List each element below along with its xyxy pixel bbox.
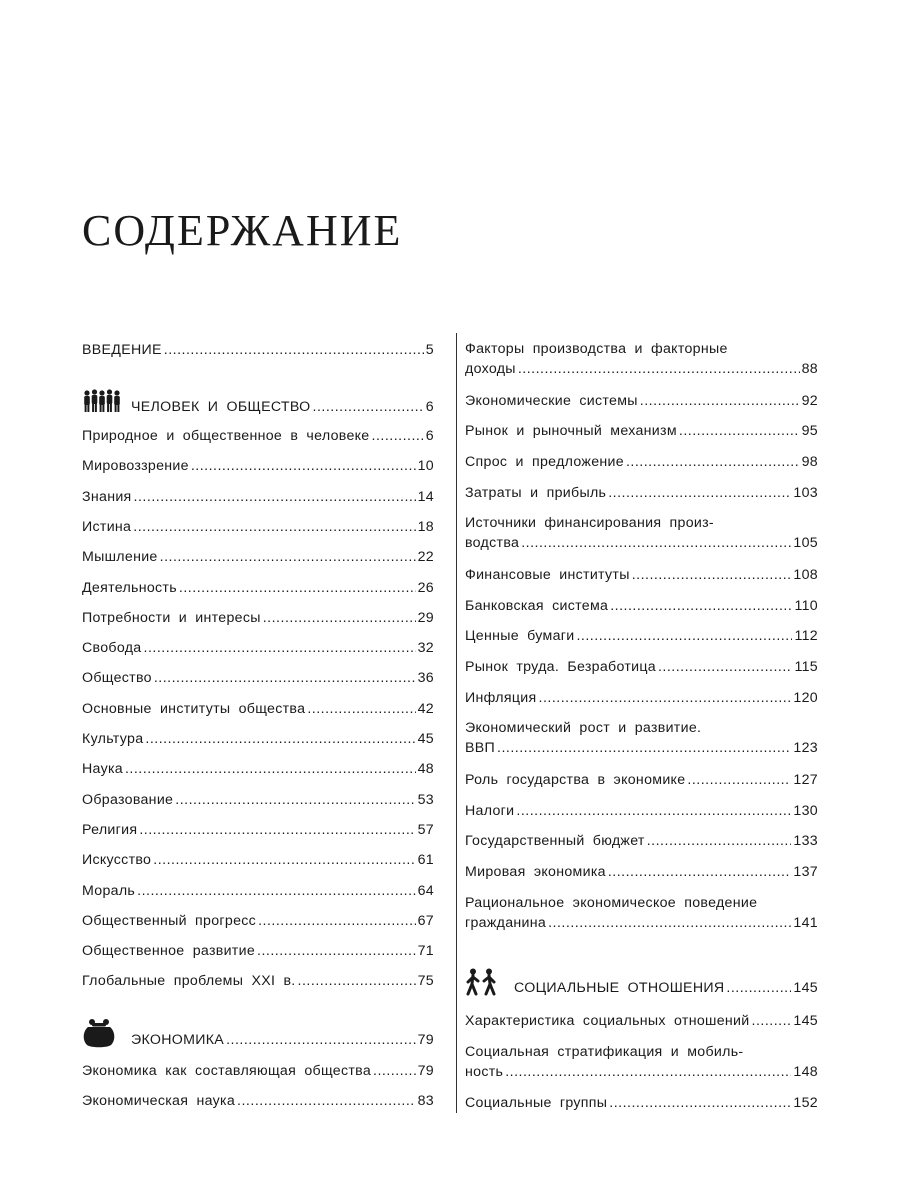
toc-entry[interactable] bbox=[465, 1011, 818, 1031]
toc-page-number: 6 bbox=[425, 399, 434, 415]
toc-page-number: 36 bbox=[417, 670, 434, 687]
toc-page-number: 141 bbox=[793, 914, 818, 931]
toc-entry[interactable] bbox=[465, 688, 818, 708]
toc-entry-label: ВВП bbox=[465, 740, 496, 757]
toc-entry[interactable] bbox=[82, 729, 434, 749]
toc-entry-label: Истина bbox=[82, 518, 132, 535]
dot-leader bbox=[160, 547, 416, 567]
toc-entry-label-line1: Экономический рост и развитие. bbox=[465, 720, 702, 737]
dot-leader bbox=[313, 397, 424, 417]
toc-page-number: 145 bbox=[793, 1013, 818, 1029]
toc-page-number: 130 bbox=[793, 802, 818, 819]
toc-entry-label: Знания bbox=[82, 488, 132, 505]
toc-entry-label: Налоги bbox=[465, 802, 515, 819]
dot-leader bbox=[179, 578, 416, 598]
dot-leader bbox=[726, 978, 791, 998]
dot-leader bbox=[608, 862, 792, 882]
toc-entry[interactable] bbox=[82, 850, 434, 870]
toc-entry-label: доходы bbox=[465, 361, 516, 377]
dot-leader bbox=[516, 801, 791, 821]
toc-page-number: 6 bbox=[425, 428, 434, 444]
toc-entry-label: Наука bbox=[82, 761, 123, 778]
toc-entry[interactable] bbox=[82, 608, 434, 628]
dot-leader bbox=[505, 1062, 791, 1082]
toc-entry-label-line1: Рациональное экономическое поведение bbox=[465, 894, 758, 911]
toc-entry-label: Деятельность bbox=[82, 579, 177, 596]
dot-leader bbox=[752, 1011, 792, 1031]
walking-people-icon bbox=[465, 968, 499, 1002]
toc-entry[interactable] bbox=[82, 759, 434, 779]
toc-entry[interactable] bbox=[465, 657, 818, 677]
toc-entry[interactable] bbox=[465, 1093, 818, 1113]
toc-entry-label-line1: Социальная стратификация и мобиль- bbox=[465, 1043, 744, 1060]
toc-page-number: 10 bbox=[417, 458, 434, 475]
toc-entry-label: Глобальные проблемы XXI в. bbox=[82, 973, 296, 990]
dot-leader bbox=[298, 971, 416, 991]
toc-page-number: 53 bbox=[417, 791, 434, 808]
toc-entry-label: Основные институты общества bbox=[82, 700, 306, 717]
toc-entry[interactable] bbox=[465, 831, 818, 851]
dot-leader bbox=[539, 688, 792, 708]
toc-page-number: 92 bbox=[801, 392, 818, 409]
dot-leader bbox=[258, 911, 416, 931]
toc-entry-label: Свобода bbox=[82, 640, 142, 657]
toc-entry-label: Экономические системы bbox=[465, 392, 638, 409]
page-title: СОДЕРЖАНИЕ bbox=[82, 206, 403, 255]
toc-entry[interactable] bbox=[82, 971, 434, 991]
dot-leader bbox=[139, 820, 415, 840]
toc-page-number: 79 bbox=[417, 1032, 434, 1048]
dot-leader bbox=[145, 729, 415, 749]
toc-entry-label-line1: Факторы производства и факторные bbox=[465, 341, 728, 357]
toc-page-number: 105 bbox=[793, 535, 818, 552]
dot-leader bbox=[626, 452, 800, 472]
toc-entry[interactable] bbox=[465, 626, 818, 646]
dot-leader bbox=[226, 1030, 416, 1050]
toc-entry[interactable] bbox=[82, 456, 434, 476]
toc-entry-label: Банковская система bbox=[465, 597, 609, 614]
toc-page-number: 75 bbox=[417, 973, 434, 990]
toc-entry[interactable] bbox=[82, 668, 434, 688]
toc-entry-label: Общественное развитие bbox=[82, 943, 256, 960]
dot-leader bbox=[191, 456, 416, 476]
toc-page-number: 32 bbox=[417, 640, 434, 657]
toc-entry[interactable] bbox=[465, 1042, 818, 1082]
dot-leader bbox=[679, 421, 800, 441]
toc-page-number: 115 bbox=[794, 658, 818, 675]
toc-entry-label: Ценные бумаги bbox=[465, 628, 575, 645]
toc-entry[interactable] bbox=[82, 820, 434, 840]
dot-leader bbox=[632, 565, 792, 585]
dot-leader bbox=[609, 1093, 791, 1113]
toc-entry[interactable] bbox=[465, 339, 818, 379]
toc-entry-label: гражданина bbox=[465, 914, 547, 931]
toc-page-number: 29 bbox=[417, 609, 434, 626]
dot-leader bbox=[647, 831, 792, 851]
toc-entry-label: Мораль bbox=[82, 882, 136, 899]
toc-section-label: СОЦИАЛЬНЫЕ ОТНОШЕНИЯ bbox=[514, 980, 725, 996]
toc-entry-label: Инфляция bbox=[465, 689, 537, 706]
toc-entry[interactable] bbox=[465, 452, 818, 472]
people-group-icon bbox=[82, 389, 122, 419]
toc-page-number: 148 bbox=[793, 1063, 818, 1080]
toc-entry[interactable] bbox=[82, 487, 434, 507]
toc-page-number: 127 bbox=[793, 771, 818, 788]
toc-page-number: 112 bbox=[794, 628, 818, 645]
toc-page-number: 133 bbox=[793, 833, 818, 850]
toc-page-number: 14 bbox=[417, 488, 434, 505]
toc-page-number: 5 bbox=[425, 342, 434, 358]
toc-page-number: 42 bbox=[417, 700, 434, 717]
toc-entry[interactable] bbox=[465, 565, 818, 585]
toc-page-number: 152 bbox=[793, 1094, 818, 1111]
toc-page-number: 48 bbox=[417, 761, 434, 778]
toc-page-number: 103 bbox=[793, 484, 818, 501]
toc-section-economics[interactable] bbox=[82, 1030, 434, 1050]
dot-leader bbox=[237, 1091, 416, 1111]
toc-entry[interactable] bbox=[465, 862, 818, 882]
toc-page-number: 98 bbox=[801, 453, 818, 470]
toc-entry-label: Характеристика социальных отношений bbox=[465, 1013, 750, 1029]
toc-entry-intro[interactable] bbox=[82, 340, 434, 360]
toc-entry-label: Потребности и интересы bbox=[82, 609, 261, 626]
toc-entry-label: Искусство bbox=[82, 852, 152, 869]
toc-entry[interactable] bbox=[82, 578, 434, 598]
dot-leader bbox=[153, 850, 415, 870]
toc-page-number: 108 bbox=[793, 566, 818, 583]
toc-entry-label: Финансовые институты bbox=[465, 566, 630, 583]
toc-entry[interactable] bbox=[465, 483, 818, 503]
dot-leader bbox=[257, 941, 416, 961]
toc-section-human-society[interactable] bbox=[82, 397, 434, 417]
toc-entry[interactable] bbox=[465, 513, 818, 553]
toc-entry-label: Мировоззрение bbox=[82, 458, 189, 475]
toc-entry[interactable] bbox=[82, 547, 434, 567]
toc-entry-label: ВВЕДЕНИЕ bbox=[82, 342, 162, 358]
dot-leader bbox=[164, 340, 424, 360]
toc-section-label: ЭКОНОМИКА bbox=[131, 1032, 225, 1048]
toc-page-number: 71 bbox=[417, 943, 434, 960]
dot-leader bbox=[125, 759, 416, 779]
dot-leader bbox=[133, 517, 415, 537]
toc-entry-label: Культура bbox=[82, 731, 144, 747]
toc-entry-label: Мышление bbox=[82, 549, 158, 566]
toc-entry-label: Государственный бюджет bbox=[465, 833, 645, 850]
toc-page-number: 57 bbox=[417, 821, 434, 838]
dot-leader bbox=[658, 657, 793, 677]
toc-entry-label: Общественный прогресс bbox=[82, 912, 257, 929]
toc-entry-label: Спрос и предложение bbox=[465, 453, 624, 470]
toc-entry[interactable] bbox=[465, 893, 818, 933]
toc-page-number: 67 bbox=[417, 912, 434, 929]
toc-entry-label: водства bbox=[465, 535, 520, 552]
toc-section-label: ЧЕЛОВЕК И ОБЩЕСТВО bbox=[131, 399, 311, 415]
toc-page-number: 88 bbox=[801, 361, 818, 377]
toc-entry[interactable] bbox=[82, 941, 434, 961]
toc-page-number: 61 bbox=[417, 852, 434, 869]
toc-entry[interactable] bbox=[82, 911, 434, 931]
toc-page-number: 79 bbox=[417, 1063, 434, 1079]
dot-leader bbox=[154, 668, 416, 688]
toc-entry-label: Экономика как составляющая общества bbox=[82, 1063, 372, 1079]
toc-page-number: 145 bbox=[793, 980, 818, 996]
toc-page-number: 83 bbox=[417, 1093, 434, 1110]
toc-entry-label: Религия bbox=[82, 821, 138, 838]
toc-entry[interactable] bbox=[465, 718, 818, 758]
toc-entry[interactable] bbox=[82, 517, 434, 537]
dot-leader bbox=[372, 426, 424, 446]
dot-leader bbox=[608, 483, 791, 503]
dot-leader bbox=[610, 596, 792, 616]
toc-entry-label: Природное и общественное в человеке bbox=[82, 428, 370, 444]
toc-entry[interactable] bbox=[465, 421, 818, 441]
dot-leader bbox=[137, 881, 415, 901]
toc-page-number: 95 bbox=[801, 423, 818, 440]
toc-entry[interactable] bbox=[82, 638, 434, 658]
toc-entry-label: Рынок и рыночный механизм bbox=[465, 423, 677, 440]
toc-entry-label: Социальные группы bbox=[465, 1094, 608, 1111]
toc-page-number: 120 bbox=[793, 689, 818, 706]
toc-entry-label: Рынок труда. Безработица bbox=[465, 658, 656, 675]
dot-leader bbox=[687, 770, 791, 790]
dot-leader bbox=[518, 359, 800, 379]
toc-page-number: 123 bbox=[793, 740, 818, 757]
toc-page-number: 64 bbox=[417, 882, 434, 899]
toc-page-number: 137 bbox=[793, 863, 818, 880]
dot-leader bbox=[134, 487, 416, 507]
toc-entry[interactable] bbox=[82, 790, 434, 810]
column-divider bbox=[456, 333, 457, 1113]
coin-purse-icon bbox=[82, 1018, 116, 1054]
dot-leader bbox=[548, 913, 791, 933]
toc-section-social-relations[interactable] bbox=[465, 978, 818, 998]
toc-entry[interactable] bbox=[465, 770, 818, 790]
toc-entry[interactable] bbox=[82, 881, 434, 901]
dot-leader bbox=[497, 738, 791, 758]
dot-leader bbox=[640, 391, 800, 411]
toc-entry[interactable] bbox=[82, 1091, 434, 1111]
toc-page-number: 18 bbox=[417, 518, 434, 535]
toc-entry[interactable] bbox=[465, 596, 818, 616]
toc-entry-label: Мировая экономика bbox=[465, 863, 606, 880]
toc-entry-label: Роль государства в экономике bbox=[465, 771, 686, 788]
dot-leader bbox=[144, 638, 416, 658]
dot-leader bbox=[175, 790, 415, 810]
toc-entry[interactable] bbox=[82, 426, 434, 446]
dot-leader bbox=[373, 1061, 416, 1081]
toc-page-number: 22 bbox=[417, 549, 434, 566]
toc-entry[interactable] bbox=[465, 801, 818, 821]
toc-entry[interactable] bbox=[82, 1061, 434, 1081]
toc-entry-label: ность bbox=[465, 1063, 504, 1080]
toc-page-number: 26 bbox=[417, 579, 434, 596]
toc-page-number: 110 bbox=[794, 597, 818, 614]
dot-leader bbox=[576, 626, 792, 646]
toc-entry-label-line1: Источники финансирования произ- bbox=[465, 515, 714, 532]
toc-entry-label: Экономическая наука bbox=[82, 1093, 236, 1110]
toc-entry-label: Образование bbox=[82, 791, 174, 808]
toc-entry-label: Затраты и прибыль bbox=[465, 484, 607, 501]
toc-entry[interactable] bbox=[82, 699, 434, 719]
dot-leader bbox=[263, 608, 416, 628]
dot-leader bbox=[307, 699, 415, 719]
toc-entry[interactable] bbox=[465, 391, 818, 411]
toc-page-number: 45 bbox=[417, 731, 434, 747]
toc-entry-label: Общество bbox=[82, 670, 152, 687]
dot-leader bbox=[521, 533, 791, 553]
